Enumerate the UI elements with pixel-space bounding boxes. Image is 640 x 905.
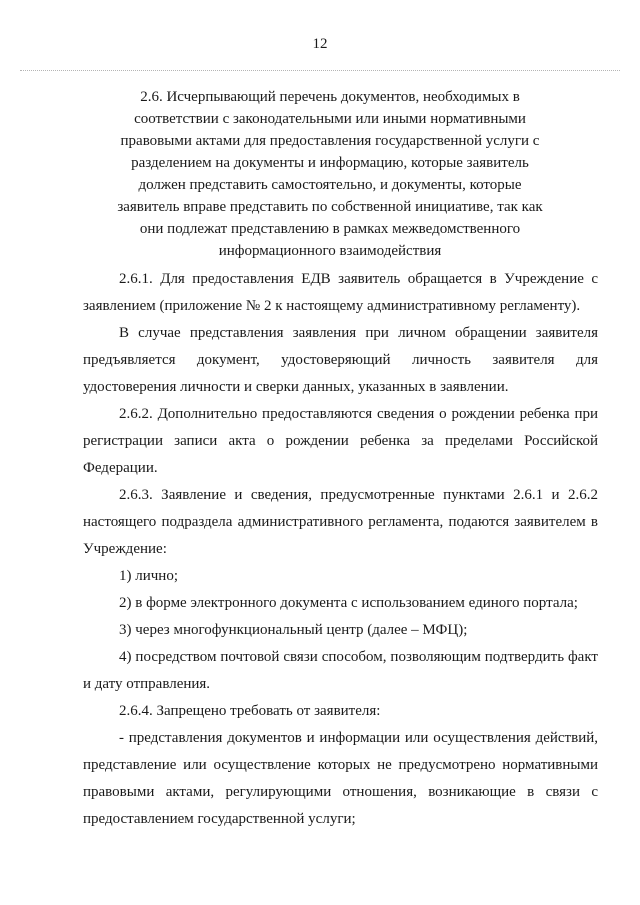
- page-number: 12: [312, 36, 328, 52]
- paragraph: 2.6.2. Дополнительно предоставляются сведения о рождении ребенка при регистрации записи акта о рождении ребенка за пределами Российской Федерации.: [83, 406, 598, 476]
- section-heading: 2.6. Исчерпывающий перечень документов, необходимых в соответствии с законодательными или иными нормативными правовыми актами для предоставления государственной услуги с разделением на документы и информацию, которые заявитель должен представить самостоятельно, и документы, которые заявитель вправе представить по собственной инициативе, так как они подлежат представлению в рамках межведомственного информационного взаимодействия: [117, 89, 543, 259]
- document-body: [83, 266, 598, 833]
- paragraph: 2.6.3. Заявление и сведения, предусмотренные пунктами 2.6.1 и 2.6.2 настоящего подраздела административного регламента, подаются заявителем в Учреждение:: [83, 487, 598, 557]
- paragraph: - представления документов и информации или осуществления действий, представление или осуществление которых не предусмотрено нормативными правовыми актами, регулирующими отношения, возникающие в связи с предоставлением государственной услуги;: [83, 730, 598, 827]
- list-item: 1) лично;: [119, 568, 178, 584]
- list-item: 3) через многофункциональный центр (далее – МФЦ);: [119, 622, 468, 638]
- paragraph: 2.6.1. Для предоставления ЕДВ заявитель обращается в Учреждение с заявлением (приложение № 2 к настоящему административному регламенту).: [83, 271, 598, 314]
- scan-artifact-line: [20, 70, 620, 71]
- list-item: 2) в форме электронного документа с использованием единого портала;: [119, 595, 578, 611]
- list-item: 4) посредством почтовой связи способом, позволяющим подтвердить факт и дату отправления.: [83, 649, 598, 692]
- paragraph: 2.6.4. Запрещено требовать от заявителя:: [119, 703, 381, 719]
- paragraph: В случае представления заявления при личном обращении заявителя предъявляется документ, удостоверяющий личность заявителя для удостоверения личности и сверки данных, указанных в заявлении.: [83, 325, 598, 395]
